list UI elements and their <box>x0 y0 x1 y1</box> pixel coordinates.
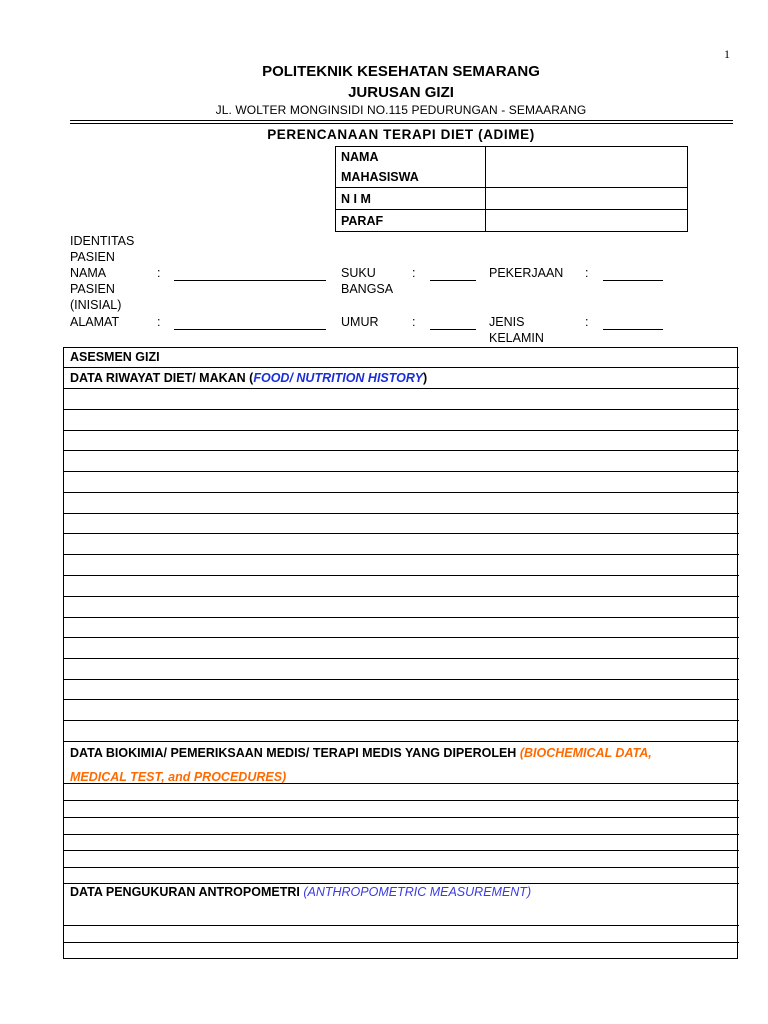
table-row-line <box>63 867 739 868</box>
form-title: PERENCANAAN TERAPI DIET (ADIME) <box>267 127 535 142</box>
table-row-line <box>63 367 739 368</box>
address-field[interactable] <box>174 329 326 330</box>
table-row-line <box>63 637 739 638</box>
student-name-label: NAMA MAHASISWA <box>336 147 486 188</box>
table-row-line <box>63 741 739 742</box>
ethnicity-field[interactable] <box>430 280 476 281</box>
page-number: 1 <box>724 47 730 61</box>
diet-history-heading: DATA RIWAYAT DIET/ MAKAN (FOOD/ NUTRITION HISTORY) <box>70 371 428 385</box>
institution-name: POLITEKNIK KESEHATAN SEMARANG <box>262 63 540 80</box>
gender-field[interactable] <box>603 329 663 330</box>
table-row-line <box>63 800 739 801</box>
table-row-line <box>63 942 739 943</box>
table-row-line <box>63 596 739 597</box>
table-row-line <box>63 925 739 926</box>
table-row-line <box>63 430 739 431</box>
table-row-line <box>63 471 739 472</box>
table-row-line <box>63 575 739 576</box>
patient-name-field[interactable] <box>174 280 326 281</box>
patient-identity-heading: IDENTITAS PASIEN <box>70 234 135 264</box>
table-row-line <box>63 409 739 410</box>
age-field[interactable] <box>430 329 476 330</box>
student-nim-label: N I M <box>336 188 486 210</box>
table-row-line <box>63 679 739 680</box>
table-row-line <box>63 720 739 721</box>
gender-label: JENIS KELAMIN <box>489 315 544 345</box>
header-rule-top <box>70 120 733 121</box>
institution-address: JL. WOLTER MONGINSIDI NO.115 PEDURUNGAN - SEMAARANG <box>215 103 587 117</box>
table-row-line <box>63 658 739 659</box>
ethnicity-colon: : <box>412 266 416 280</box>
age-label: UMUR <box>341 315 379 329</box>
age-colon: : <box>412 315 416 329</box>
student-paraf-field[interactable] <box>486 210 688 232</box>
department-name: JURUSAN GIZI <box>348 84 454 101</box>
anthropometric-heading: DATA PENGUKURAN ANTROPOMETRI (ANTHROPOMETRIC MEASUREMENT) <box>70 885 532 899</box>
table-row-line <box>63 617 739 618</box>
table-row-line <box>63 450 739 451</box>
address-label: ALAMAT <box>70 315 120 329</box>
assessment-heading: ASESMEN GIZI <box>70 350 160 364</box>
table-row-line <box>63 533 739 534</box>
student-name-field[interactable] <box>486 147 688 188</box>
table-row-line <box>63 834 739 835</box>
table-row-line <box>63 783 739 784</box>
ethnicity-label: SUKU BANGSA <box>341 266 394 296</box>
occupation-label: PEKERJAAN <box>489 266 564 280</box>
table-row-line <box>63 817 739 818</box>
table-row-line <box>63 850 739 851</box>
table-row-line <box>63 554 739 555</box>
student-paraf-label: PARAF <box>336 210 486 232</box>
patient-name-label: NAMA PASIEN (INISIAL) <box>70 266 122 312</box>
table-row-line <box>63 388 739 389</box>
occupation-field[interactable] <box>603 280 663 281</box>
table-row-line <box>63 883 739 884</box>
header-rule-bottom <box>70 123 733 124</box>
table-row-line <box>63 492 739 493</box>
table-row-line <box>63 699 739 700</box>
biochemical-heading: DATA BIOKIMIA/ PEMERIKSAAN MEDIS/ TERAPI MEDIS YANG DIPEROLEH (BIOCHEMICAL DATA, MEDICAL TEST, and PROCEDURES) <box>70 746 652 784</box>
patient-name-colon: : <box>157 266 161 280</box>
occupation-colon: : <box>585 266 589 280</box>
address-colon: : <box>157 315 161 329</box>
student-nim-field[interactable] <box>486 188 688 210</box>
student-info-table <box>335 146 688 232</box>
table-row-line <box>63 513 739 514</box>
gender-colon: : <box>585 315 589 329</box>
